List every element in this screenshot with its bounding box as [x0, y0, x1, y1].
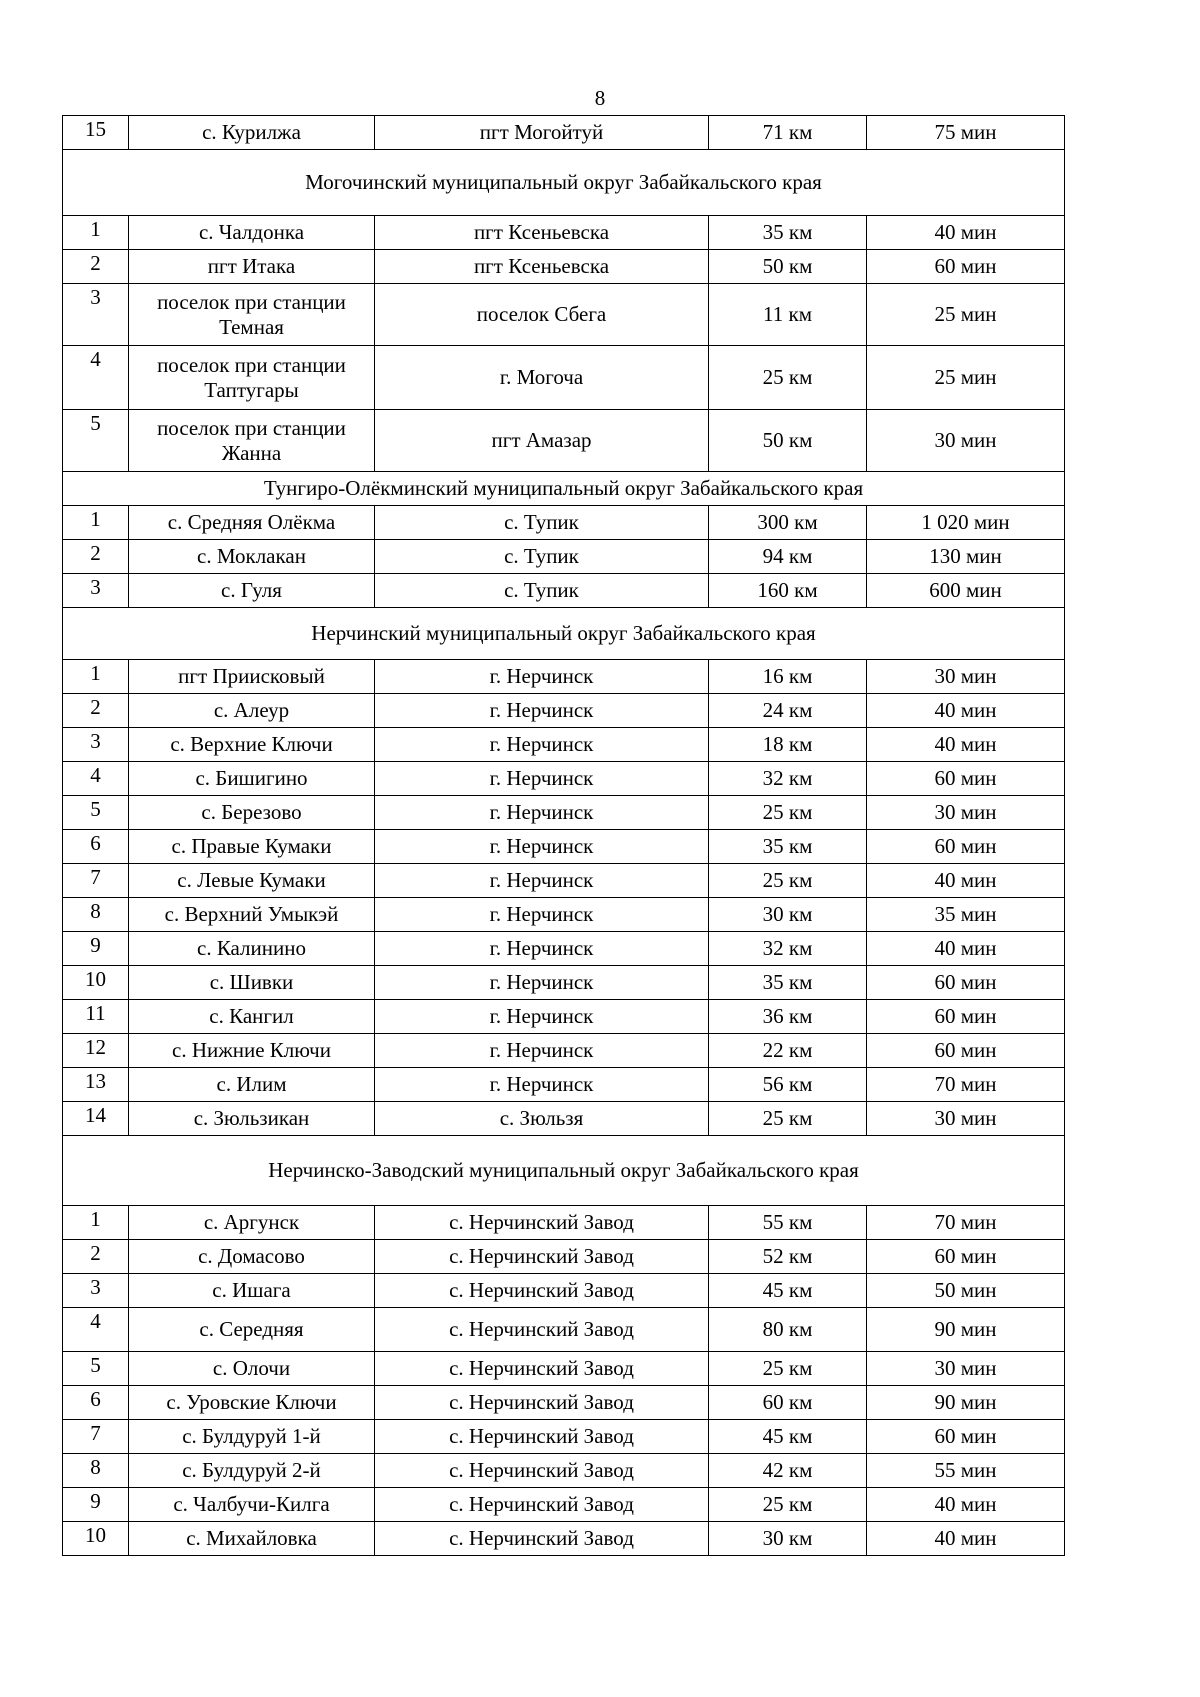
settlement-cell: с. Верхние Ключи [129, 728, 375, 762]
destination-cell: поселок Сбега [375, 284, 709, 346]
travel-time-cell: 600 мин [867, 574, 1065, 608]
travel-time-cell: 40 мин [867, 728, 1065, 762]
settlement-cell: поселок при станции Таптугары [129, 346, 375, 410]
row-number-cell: 5 [63, 410, 129, 472]
row-number-cell: 2 [63, 1240, 129, 1274]
destination-cell: г. Могоча [375, 346, 709, 410]
table-row [63, 1240, 1065, 1274]
destination-cell: с. Нерчинский Завод [375, 1352, 709, 1386]
settlement-cell: с. Моклакан [129, 540, 375, 574]
row-number-cell: 3 [63, 728, 129, 762]
travel-time-cell: 60 мин [867, 250, 1065, 284]
row-number-cell: 2 [63, 250, 129, 284]
settlement-cell: с. Булдуруй 1-й [129, 1420, 375, 1454]
settlement-cell: пгт Приисковый [129, 660, 375, 694]
table-row [63, 796, 1065, 830]
travel-time-cell: 30 мин [867, 1352, 1065, 1386]
distance-table-body [63, 116, 1065, 1556]
distance-cell: 11 км [709, 284, 867, 346]
distance-cell: 35 км [709, 966, 867, 1000]
row-number-cell: 7 [63, 864, 129, 898]
row-number-cell: 8 [63, 1454, 129, 1488]
table-row [63, 660, 1065, 694]
destination-cell: г. Нерчинск [375, 762, 709, 796]
destination-cell: г. Нерчинск [375, 1068, 709, 1102]
settlement-cell: с. Кангил [129, 1000, 375, 1034]
distance-cell: 18 км [709, 728, 867, 762]
row-number-cell: 10 [63, 966, 129, 1000]
settlement-cell: с. Правые Кумаки [129, 830, 375, 864]
destination-cell: г. Нерчинск [375, 1034, 709, 1068]
table-row [63, 830, 1065, 864]
distance-cell: 32 км [709, 932, 867, 966]
distance-table [62, 115, 1065, 1556]
distance-cell: 50 км [709, 250, 867, 284]
distance-cell: 25 км [709, 346, 867, 410]
table-row [63, 762, 1065, 796]
destination-cell: с. Тупик [375, 574, 709, 608]
settlement-cell: с. Илим [129, 1068, 375, 1102]
row-number-cell: 12 [63, 1034, 129, 1068]
settlement-cell: с. Бишигино [129, 762, 375, 796]
row-number-cell: 1 [63, 506, 129, 540]
row-number-cell: 4 [63, 346, 129, 410]
row-number-cell: 7 [63, 1420, 129, 1454]
distance-cell: 50 км [709, 410, 867, 472]
row-number-cell: 14 [63, 1102, 129, 1136]
travel-time-cell: 60 мин [867, 1034, 1065, 1068]
table-row [63, 1352, 1065, 1386]
destination-cell: с. Нерчинский Завод [375, 1274, 709, 1308]
distance-cell: 30 км [709, 1522, 867, 1556]
row-number-cell: 2 [63, 540, 129, 574]
settlement-cell: с. Чалдонка [129, 216, 375, 250]
table-row [63, 216, 1065, 250]
destination-cell: пгт Амазар [375, 410, 709, 472]
table-row [63, 1454, 1065, 1488]
row-number-cell: 4 [63, 1308, 129, 1352]
travel-time-cell: 50 мин [867, 1274, 1065, 1308]
table-row [63, 1068, 1065, 1102]
table-row [63, 1488, 1065, 1522]
travel-time-cell: 130 мин [867, 540, 1065, 574]
travel-time-cell: 60 мин [867, 762, 1065, 796]
row-number-cell: 9 [63, 932, 129, 966]
settlement-cell: с. Чалбучи-Килга [129, 1488, 375, 1522]
table-row [63, 932, 1065, 966]
distance-cell: 52 км [709, 1240, 867, 1274]
destination-cell: с. Нерчинский Завод [375, 1454, 709, 1488]
destination-cell: с. Нерчинский Завод [375, 1240, 709, 1274]
destination-cell: с. Тупик [375, 540, 709, 574]
destination-cell: г. Нерчинск [375, 660, 709, 694]
table-row [63, 1000, 1065, 1034]
distance-cell: 45 км [709, 1274, 867, 1308]
table-row [63, 574, 1065, 608]
table-row [63, 1274, 1065, 1308]
table-row [63, 728, 1065, 762]
distance-cell: 22 км [709, 1034, 867, 1068]
distance-cell: 36 км [709, 1000, 867, 1034]
distance-cell: 25 км [709, 1488, 867, 1522]
page-number: 8 [594, 86, 606, 110]
table-row [63, 506, 1065, 540]
table-row [63, 410, 1065, 472]
travel-time-cell: 40 мин [867, 864, 1065, 898]
travel-time-cell: 75 мин [867, 116, 1065, 150]
settlement-cell: с. Олочи [129, 1352, 375, 1386]
distance-cell: 300 км [709, 506, 867, 540]
destination-cell: с. Нерчинский Завод [375, 1522, 709, 1556]
row-number-cell: 15 [63, 116, 129, 150]
settlement-cell: с. Ишага [129, 1274, 375, 1308]
travel-time-cell: 30 мин [867, 1102, 1065, 1136]
settlement-cell: с. Верхний Умыкэй [129, 898, 375, 932]
travel-time-cell: 60 мин [867, 1420, 1065, 1454]
table-row [63, 540, 1065, 574]
distance-cell: 42 км [709, 1454, 867, 1488]
row-number-cell: 6 [63, 1386, 129, 1420]
settlement-cell: с. Михайловка [129, 1522, 375, 1556]
travel-time-cell: 25 мин [867, 346, 1065, 410]
travel-time-cell: 90 мин [867, 1308, 1065, 1352]
section-header-row [63, 150, 1065, 216]
travel-time-cell: 70 мин [867, 1068, 1065, 1102]
distance-cell: 71 км [709, 116, 867, 150]
destination-cell: пгт Могойтуй [375, 116, 709, 150]
row-number-cell: 3 [63, 284, 129, 346]
section-title: Могочинский муниципальный округ Забайкальского края [63, 150, 1065, 216]
table-row [63, 1522, 1065, 1556]
distance-cell: 60 км [709, 1386, 867, 1420]
travel-time-cell: 60 мин [867, 1240, 1065, 1274]
destination-cell: г. Нерчинск [375, 898, 709, 932]
distance-cell: 94 км [709, 540, 867, 574]
row-number-cell: 9 [63, 1488, 129, 1522]
distance-cell: 56 км [709, 1068, 867, 1102]
settlement-cell: с. Левые Кумаки [129, 864, 375, 898]
travel-time-cell: 25 мин [867, 284, 1065, 346]
settlement-cell: с. Алеур [129, 694, 375, 728]
travel-time-cell: 35 мин [867, 898, 1065, 932]
table-row [63, 898, 1065, 932]
distance-cell: 25 км [709, 864, 867, 898]
settlement-cell: поселок при станции Темная [129, 284, 375, 346]
section-header-row [63, 608, 1065, 660]
table-row [63, 250, 1065, 284]
table-row [63, 1308, 1065, 1352]
destination-cell: г. Нерчинск [375, 728, 709, 762]
section-title: Тунгиро-Олёкминский муниципальный округ Забайкальского края [63, 472, 1065, 506]
distance-cell: 80 км [709, 1308, 867, 1352]
travel-time-cell: 40 мин [867, 216, 1065, 250]
table-row [63, 284, 1065, 346]
travel-time-cell: 70 мин [867, 1206, 1065, 1240]
destination-cell: с. Нерчинский Завод [375, 1420, 709, 1454]
table-row [63, 1420, 1065, 1454]
destination-cell: с. Нерчинский Завод [375, 1308, 709, 1352]
distance-cell: 45 км [709, 1420, 867, 1454]
settlement-cell: с. Гуля [129, 574, 375, 608]
settlement-cell: с. Зюльзикан [129, 1102, 375, 1136]
destination-cell: с. Зюльзя [375, 1102, 709, 1136]
settlement-cell: с. Домасово [129, 1240, 375, 1274]
row-number-cell: 6 [63, 830, 129, 864]
table-row [63, 116, 1065, 150]
row-number-cell: 1 [63, 216, 129, 250]
table-row [63, 1206, 1065, 1240]
distance-cell: 25 км [709, 1102, 867, 1136]
destination-cell: г. Нерчинск [375, 796, 709, 830]
row-number-cell: 4 [63, 762, 129, 796]
destination-cell: г. Нерчинск [375, 830, 709, 864]
distance-cell: 35 км [709, 216, 867, 250]
row-number-cell: 2 [63, 694, 129, 728]
settlement-cell: поселок при станции Жанна [129, 410, 375, 472]
table-row [63, 1386, 1065, 1420]
travel-time-cell: 55 мин [867, 1454, 1065, 1488]
distance-cell: 25 км [709, 796, 867, 830]
table-row [63, 966, 1065, 1000]
row-number-cell: 10 [63, 1522, 129, 1556]
distance-cell: 24 км [709, 694, 867, 728]
row-number-cell: 13 [63, 1068, 129, 1102]
section-title: Нерчинский муниципальный округ Забайкальского края [63, 608, 1065, 660]
destination-cell: с. Нерчинский Завод [375, 1206, 709, 1240]
settlement-cell: пгт Итака [129, 250, 375, 284]
section-header-row [63, 472, 1065, 506]
section-header-row [63, 1136, 1065, 1206]
table-row [63, 346, 1065, 410]
travel-time-cell: 1 020 мин [867, 506, 1065, 540]
row-number-cell: 3 [63, 1274, 129, 1308]
distance-cell: 25 км [709, 1352, 867, 1386]
distance-cell: 160 км [709, 574, 867, 608]
section-title: Нерчинско-Заводский муниципальный округ Забайкальского края [63, 1136, 1065, 1206]
destination-cell: г. Нерчинск [375, 1000, 709, 1034]
settlement-cell: с. Середняя [129, 1308, 375, 1352]
distance-cell: 35 км [709, 830, 867, 864]
travel-time-cell: 60 мин [867, 830, 1065, 864]
row-number-cell: 8 [63, 898, 129, 932]
travel-time-cell: 30 мин [867, 796, 1065, 830]
destination-cell: пгт Ксеньевска [375, 216, 709, 250]
table-row [63, 1034, 1065, 1068]
row-number-cell: 1 [63, 1206, 129, 1240]
table-row [63, 864, 1065, 898]
table-row [63, 694, 1065, 728]
destination-cell: с. Нерчинский Завод [375, 1488, 709, 1522]
settlement-cell: с. Средняя Олёкма [129, 506, 375, 540]
travel-time-cell: 40 мин [867, 932, 1065, 966]
travel-time-cell: 40 мин [867, 1488, 1065, 1522]
settlement-cell: с. Калинино [129, 932, 375, 966]
distance-cell: 32 км [709, 762, 867, 796]
distance-cell: 55 км [709, 1206, 867, 1240]
destination-cell: с. Тупик [375, 506, 709, 540]
destination-cell: г. Нерчинск [375, 932, 709, 966]
settlement-cell: с. Уровские Ключи [129, 1386, 375, 1420]
destination-cell: г. Нерчинск [375, 864, 709, 898]
travel-time-cell: 40 мин [867, 1522, 1065, 1556]
settlement-cell: с. Нижние Ключи [129, 1034, 375, 1068]
settlement-cell: с. Шивки [129, 966, 375, 1000]
destination-cell: г. Нерчинск [375, 694, 709, 728]
settlement-cell: с. Березово [129, 796, 375, 830]
row-number-cell: 5 [63, 796, 129, 830]
distance-cell: 30 км [709, 898, 867, 932]
travel-time-cell: 40 мин [867, 694, 1065, 728]
travel-time-cell: 60 мин [867, 966, 1065, 1000]
travel-time-cell: 90 мин [867, 1386, 1065, 1420]
destination-cell: с. Нерчинский Завод [375, 1386, 709, 1420]
travel-time-cell: 30 мин [867, 410, 1065, 472]
travel-time-cell: 30 мин [867, 660, 1065, 694]
row-number-cell: 1 [63, 660, 129, 694]
destination-cell: пгт Ксеньевска [375, 250, 709, 284]
destination-cell: г. Нерчинск [375, 966, 709, 1000]
row-number-cell: 5 [63, 1352, 129, 1386]
distance-cell: 16 км [709, 660, 867, 694]
table-row [63, 1102, 1065, 1136]
travel-time-cell: 60 мин [867, 1000, 1065, 1034]
settlement-cell: с. Курилжа [129, 116, 375, 150]
settlement-cell: с. Аргунск [129, 1206, 375, 1240]
row-number-cell: 3 [63, 574, 129, 608]
settlement-cell: с. Булдуруй 2-й [129, 1454, 375, 1488]
row-number-cell: 11 [63, 1000, 129, 1034]
